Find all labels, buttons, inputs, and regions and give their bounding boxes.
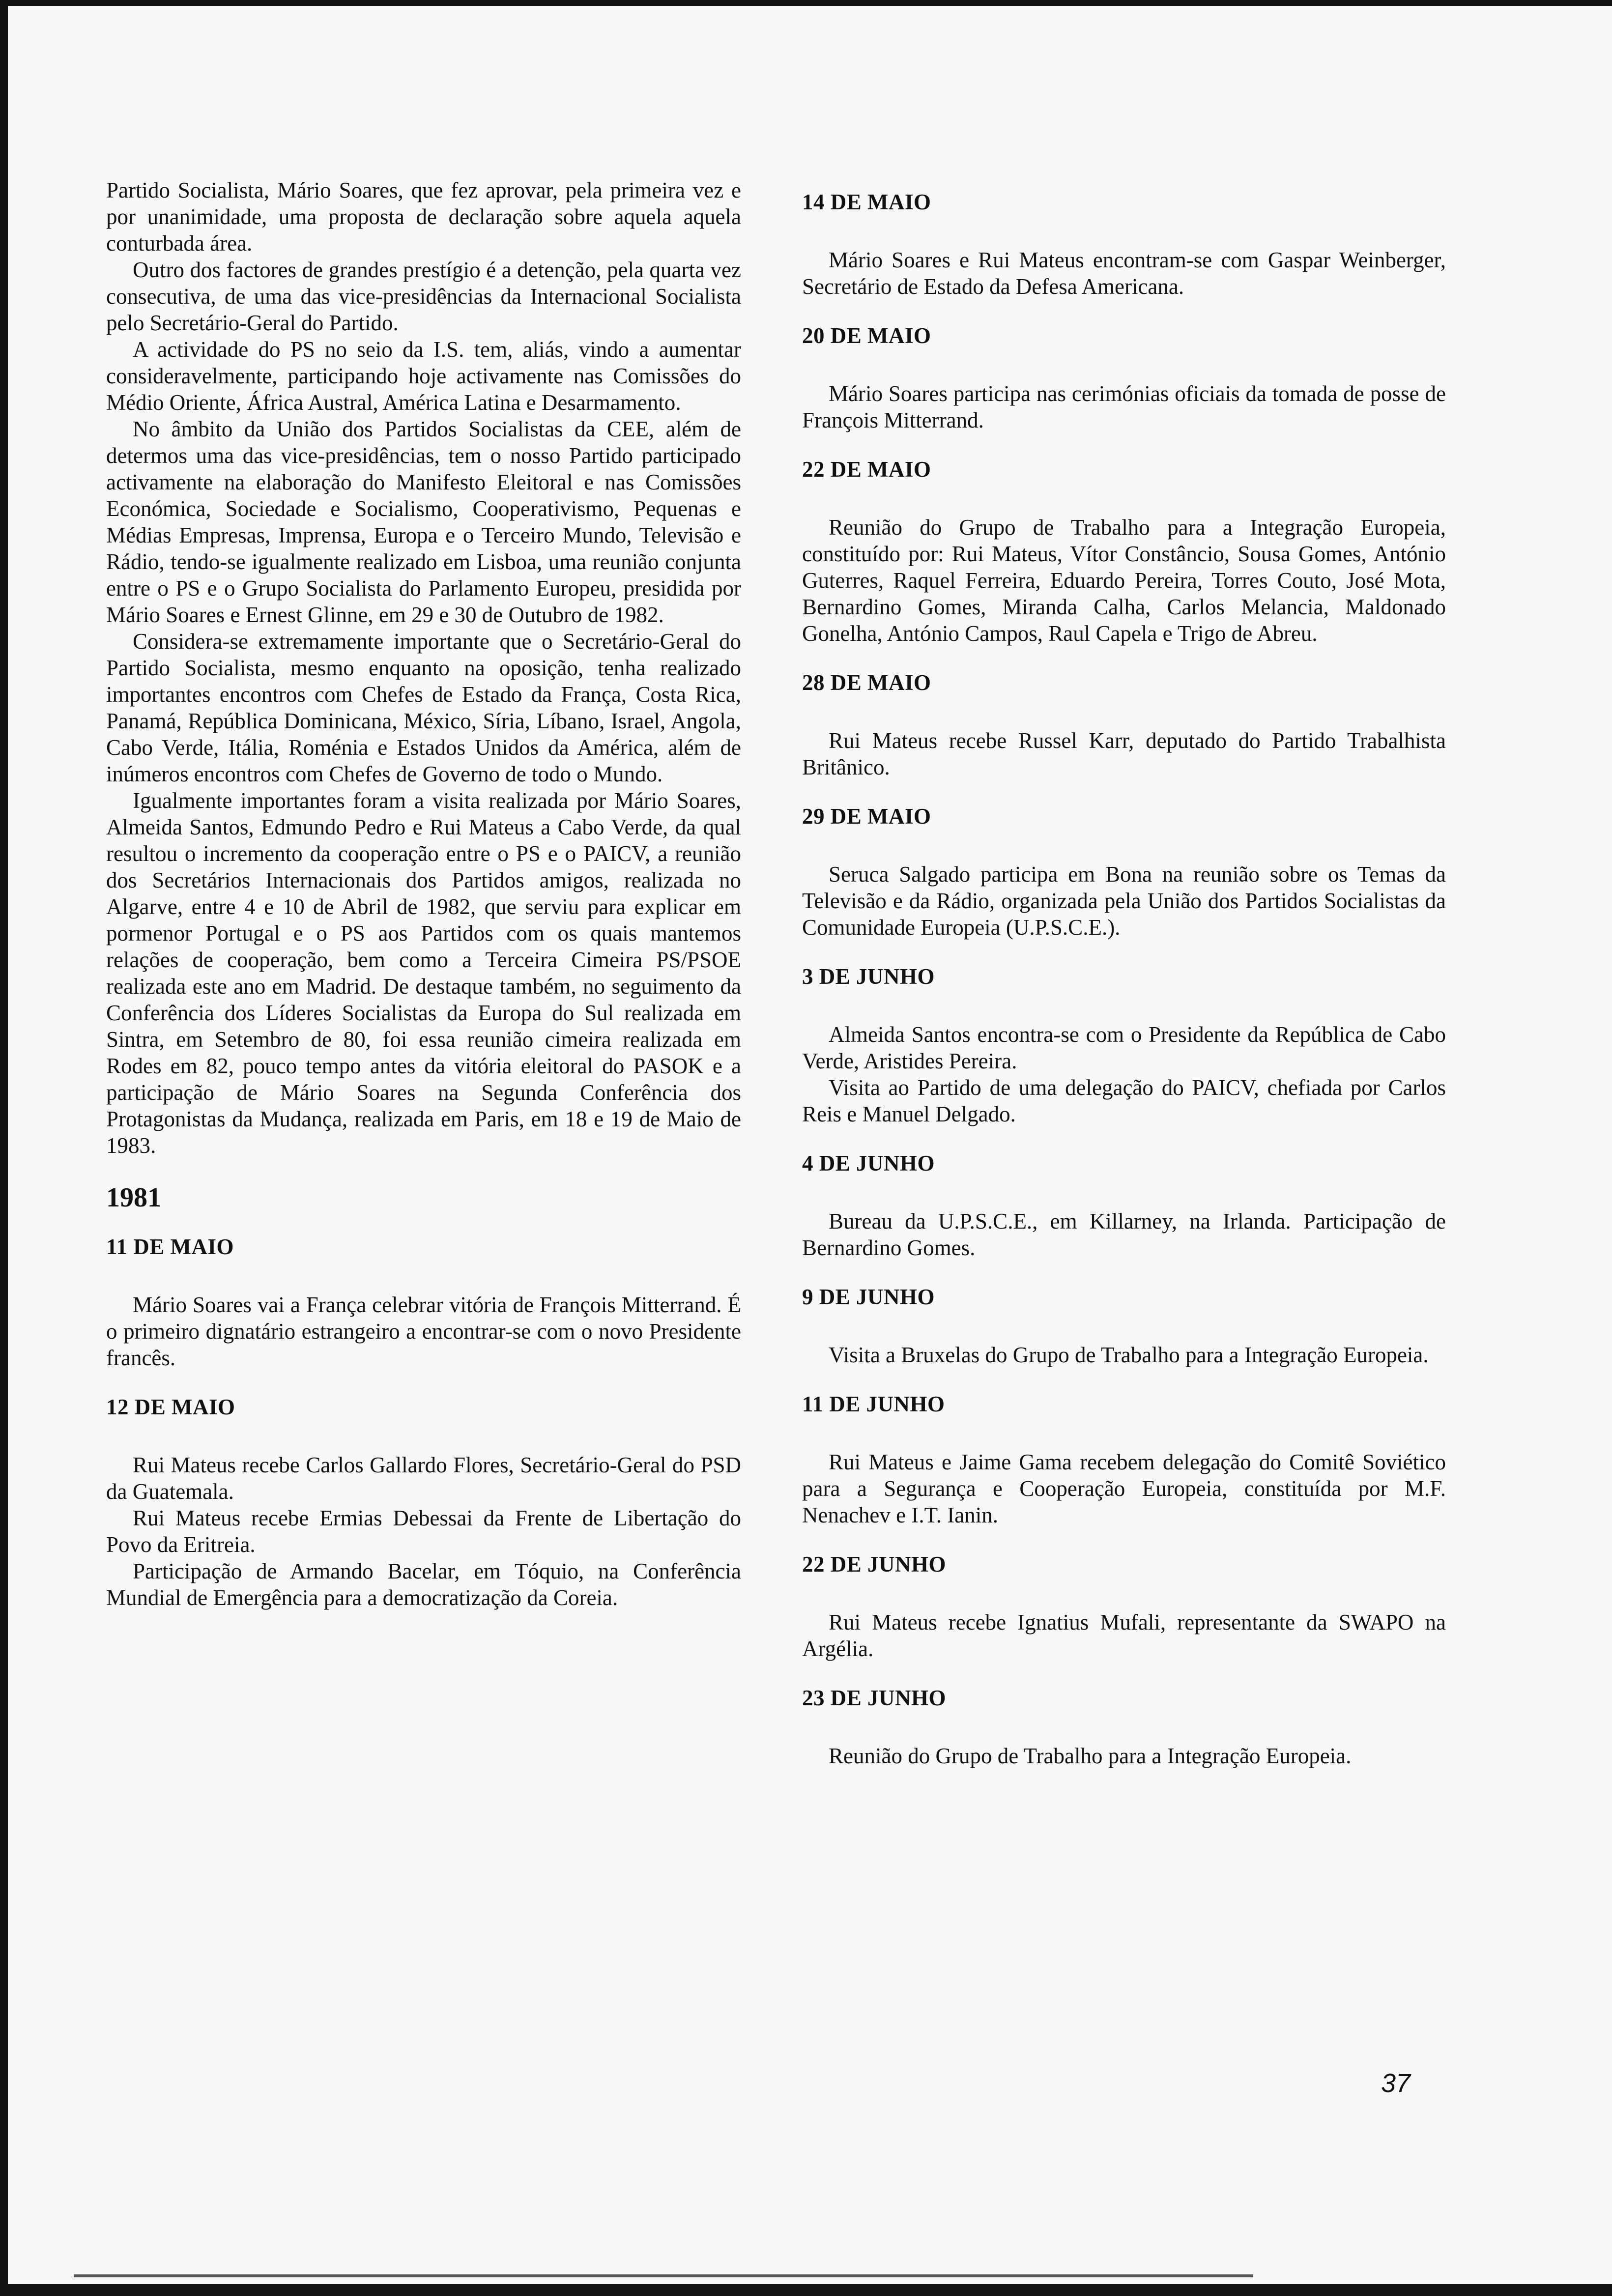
date-heading: 4 DE JUNHO	[802, 1151, 935, 1176]
left-column	[106, 177, 741, 1611]
scan-border-bottom	[0, 2284, 1612, 2296]
entry-paragraph: Reunião do Grupo de Trabalho para a Integração Europeia, constituído por: Rui Mateus, Vítor Constâncio, Sousa Gomes, António Guterres, Raquel Ferreira, Eduardo Pereira, Torres Couto, José Mota, Bernardino Gomes, Miranda Calha, Carlos Melancia, Maldonado Gonelha, António Campos, Raul Capela e Trigo de Abreu.	[802, 515, 1446, 646]
entry-paragraph: Mário Soares vai a França celebrar vitória de François Mitterrand. É o primeiro dignatário estrangeiro a encontrar-se com o novo Presidente francês.	[106, 1292, 741, 1370]
entry-paragraph: Rui Mateus recebe Ignatius Mufali, representante da SWAPO na Argélia.	[802, 1610, 1446, 1661]
right-column	[802, 177, 1446, 1769]
entry-paragraph: Visita ao Partido de uma delegação do PAICV, chefiada por Carlos Reis e Manuel Delgado.	[802, 1075, 1446, 1126]
entry-paragraph: Rui Mateus recebe Russel Karr, deputado do Partido Trabalhista Britânico.	[802, 728, 1446, 779]
entry-paragraph: Almeida Santos encontra-se com o Presidente da República de Cabo Verde, Aristides Pereira.	[802, 1022, 1446, 1073]
date-heading: 12 DE MAIO	[106, 1395, 235, 1419]
date-heading: 11 DE MAIO	[106, 1234, 234, 1259]
date-heading: 14 DE MAIO	[802, 190, 931, 214]
scan-border-top	[0, 0, 1612, 6]
date-heading: 28 DE MAIO	[802, 670, 931, 695]
date-heading: 29 DE MAIO	[802, 804, 931, 829]
body-paragraph: Outro dos factores de grandes prestígio é a detenção, pela quarta vez consecutiva, de uma das vice-presidências da Internacional Socialista pelo Secretário-Geral do Partido.	[106, 258, 741, 335]
body-paragraph: Partido Socialista, Mário Soares, que fez aprovar, pela primeira vez e por unanimidade, uma proposta de declaração sobre aquela aquela conturbada área.	[106, 178, 741, 256]
page-number: 37	[1381, 2068, 1411, 2098]
body-paragraph: A actividade do PS no seio da I.S. tem, aliás, vindo a aumentar consideravelmente, participando hoje activamente nas Comissões do Médio Oriente, África Austral, América Latina e Desarmamento.	[106, 337, 741, 415]
body-paragraph: Igualmente importantes foram a visita realizada por Mário Soares, Almeida Santos, Edmundo Pedro e Rui Mateus a Cabo Verde, da qual resultou o incremento da cooperação entre o PS e o PAICV, a reunião dos Secretários Internacionais dos Partidos amigos, realizada no Algarve, entre 4 e 10 de Abril de 1982, que serviu para explicar em pormenor Portugal e o PS aos Partidos com os quais mantemos relações de cooperação, bem como a Terceira Cimeira PS/PSOE realizada este ano em Madrid. De destaque também, no seguimento da Conferência dos Líderes Socialistas da Europa do Sul realizada em Sintra, em Setembro de 80, foi essa reunião cimeira realizada em Rodes em 82, pouco tempo antes da vitória eleitoral do PASOK e a participação de Mário Soares na Segunda Conferência dos Protagonistas da Mudança, realizada em Paris, em 18 e 19 de Maio de 1983.	[106, 788, 741, 1158]
date-heading: 22 DE JUNHO	[802, 1552, 947, 1577]
entry-paragraph: Participação de Armando Bacelar, em Tóquio, na Conferência Mundial de Emergência para a democratização da Coreia.	[106, 1559, 741, 1610]
entry-paragraph: Rui Mateus recebe Ermias Debessai da Frente de Libertação do Povo da Eritreia.	[106, 1506, 741, 1557]
scan-rule-bottom	[74, 2274, 1253, 2277]
date-heading: 9 DE JUNHO	[802, 1285, 935, 1309]
year-heading: 1981	[106, 1182, 161, 1213]
scan-border-left	[0, 0, 8, 2296]
entry-paragraph: Visita a Bruxelas do Grupo de Trabalho para a Integração Europeia.	[829, 1343, 1429, 1367]
body-paragraph: Considera-se extremamente importante que o Secretário-Geral do Partido Socialista, mesmo enquanto na oposição, tenha realizado importantes encontros com Chefes de Estado da França, Costa Rica, Panamá, República Dominicana, México, Síria, Líbano, Israel, Angola, Cabo Verde, Itália, Roménia e Estados Unidos da América, além de inúmeros encontros com Chefes de Governo de todo o Mundo.	[106, 629, 741, 786]
date-heading: 11 DE JUNHO	[802, 1392, 945, 1416]
body-paragraph: No âmbito da União dos Partidos Socialistas da CEE, além de determos uma das vice-presidências, tem o nosso Partido participado activamente na elaboração do Manifesto Eleitoral e nas Comissões Económica, Sociedade e Socialismo, Cooperativismo, Pequenas e Médias Empresas, Imprensa, Europa e o Terceiro Mundo, Televisão e Rádio, tendo-se igualmente realizado em Lisboa, uma reunião conjunta entre o PS e o Grupo Socialista do Parlamento Europeu, presidida por Mário Soares e Ernest Glinne, em 29 e 30 de Outubro de 1982.	[106, 417, 741, 627]
entry-paragraph: Mário Soares participa nas cerimónias oficiais da tomada de posse de François Mitterrand.	[802, 381, 1446, 432]
entry-paragraph: Seruca Salgado participa em Bona na reunião sobre os Temas da Televisão e da Rádio, organizada pela União dos Partidos Socialistas da Comunidade Europeia (U.P.S.C.E.).	[802, 862, 1446, 940]
date-heading: 22 DE MAIO	[802, 457, 931, 482]
entry-paragraph: Rui Mateus e Jaime Gama recebem delegação do Comitê Soviético para a Segurança e Cooperação Europeia, constituída por M.F. Nenachev e I.T. Ianin.	[802, 1450, 1446, 1527]
entry-paragraph: Bureau da U.P.S.C.E., em Killarney, na Irlanda. Participação de Bernardino Gomes.	[802, 1209, 1446, 1260]
entry-paragraph: Rui Mateus recebe Carlos Gallardo Flores, Secretário-Geral do PSD da Guatemala.	[106, 1453, 741, 1504]
date-heading: 23 DE JUNHO	[802, 1686, 947, 1710]
date-heading: 3 DE JUNHO	[802, 964, 935, 989]
entry-paragraph: Reunião do Grupo de Trabalho para a Integração Europeia.	[829, 1744, 1352, 1768]
date-heading: 20 DE MAIO	[802, 323, 931, 348]
entry-paragraph: Mário Soares e Rui Mateus encontram-se com Gaspar Weinberger, Secretário de Estado da Defesa Americana.	[802, 248, 1446, 299]
